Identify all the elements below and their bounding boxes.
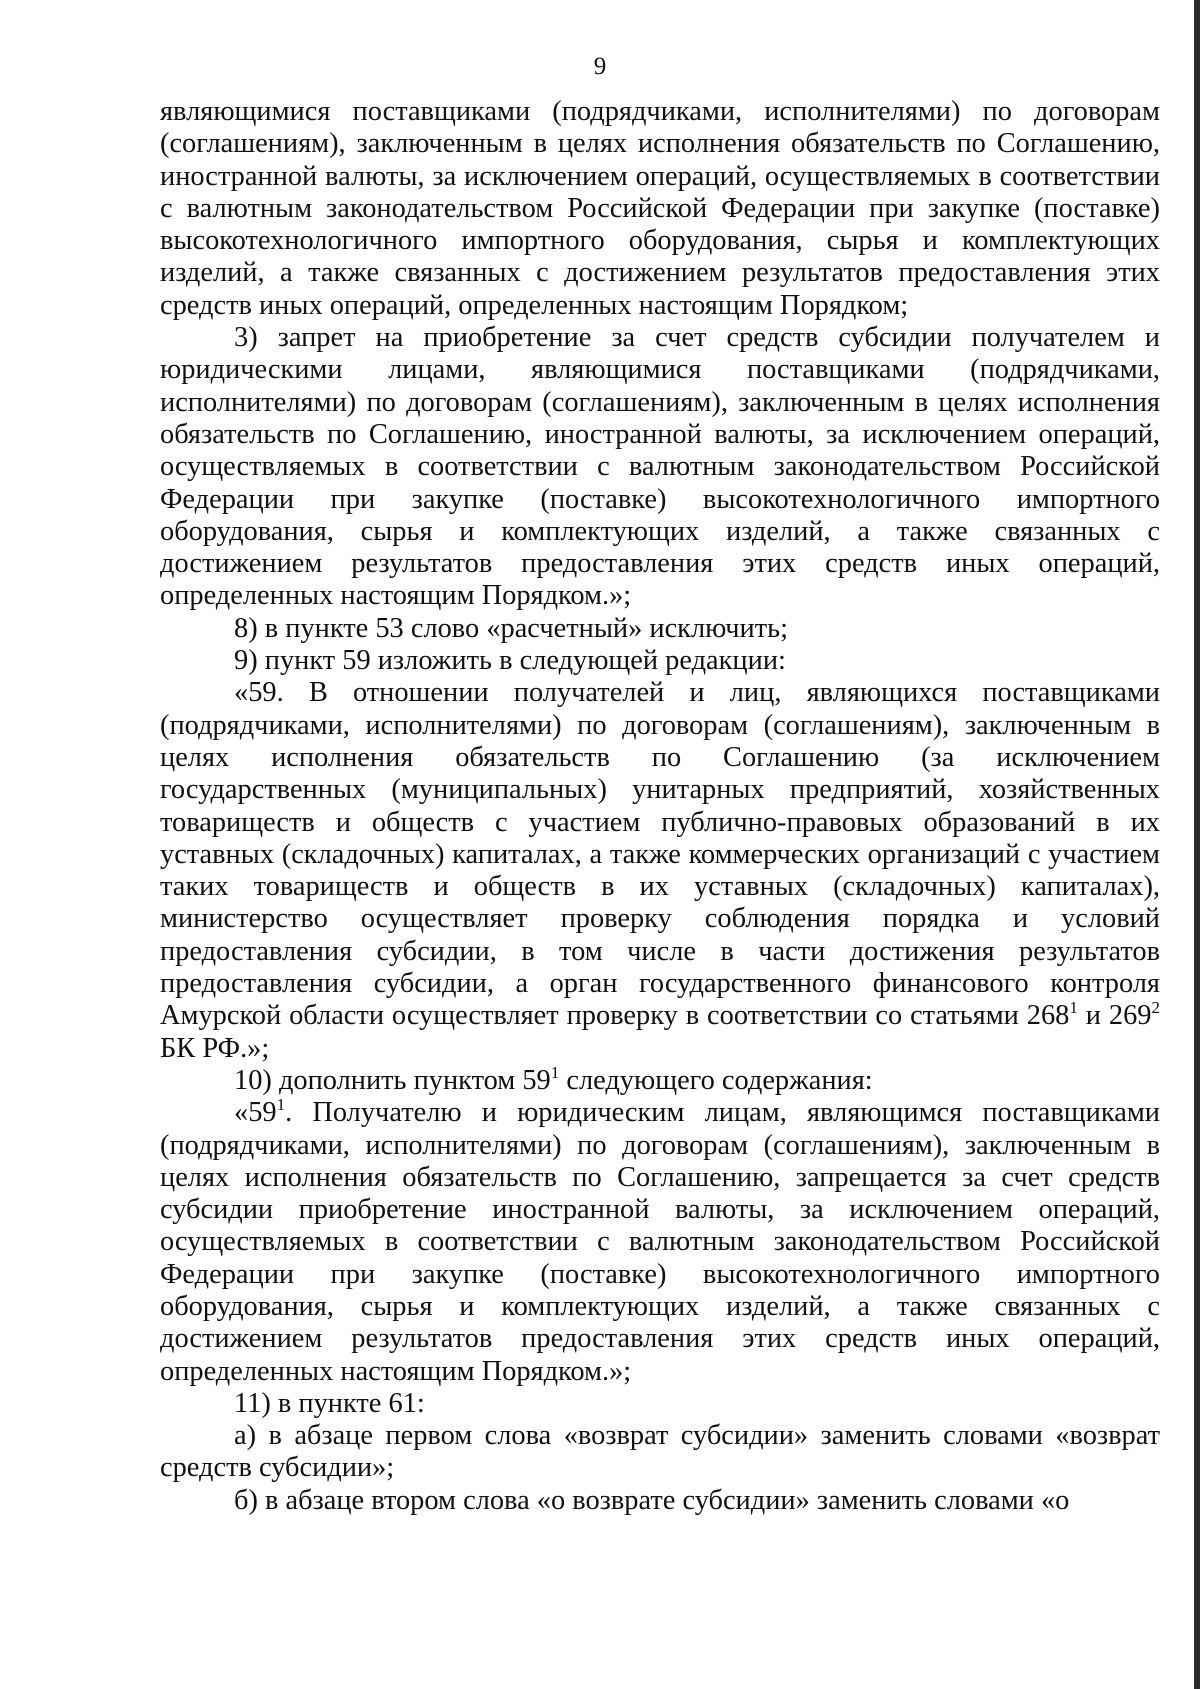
paragraph-clause-59 xyxy=(160,677,1160,1065)
item-10-text-a: 10) дополнить пунктом 59 xyxy=(234,1064,551,1096)
clause-59-text-c: БК РФ.»; xyxy=(160,1032,270,1064)
paragraph-item-10 xyxy=(160,1062,1160,1097)
superscript-marker: 1 xyxy=(1069,998,1078,1018)
clause-59-text-a: «59. В отношении получателей и лиц, являющихся поставщиками (подрядчиками, исполнителями) по договорам (соглашениям), заключенным в целях исполнения обязательств по Соглашению (за исключением государственных (муниципальных) унитарных предприятий, хозяйственных товариществ и обществ с участием публично-правовых образований в их уставных (складочных) капиталах, а также коммерческих организаций с участием таких товариществ и обществ в их уставных (складочных) капиталах), министерство осуществляет проверку соблюдения порядка и условий предоставления субсидии, в том числе в части достижения результатов предоставления субсидии, а орган государственного финансового контроля Амурской области осуществляет проверку в соответствии со статьями 268 xyxy=(160,677,1160,1032)
scan-edge xyxy=(1194,0,1200,1689)
paragraph-subitem-a: а) в абзаце первом слова «возврат субсидии» заменить словами «возврат средств субсидии»; xyxy=(160,1420,1160,1484)
clause-59-1-text-b: . Получателю и юридическим лицам, являющимся поставщиками (подрядчиками, исполнителями) по договорам (соглашениям), заключенным в целях исполнения обязательств по Соглашению, запрещается за счет средств субсидии приобретение иностранной валюты, за исключением операций, осуществляемых в соответствии с валютным законодательством Российской Федерации при закупке (поставке) высокотехнологичного импортного оборудования, сырья и комплектующих изделий, а также связанных с достижением результатов предоставления этих средств иных операций, определенных настоящим Порядком.»; xyxy=(160,1097,1160,1387)
clause-59-text-b: и 269 xyxy=(1077,1000,1152,1032)
paragraph-clause-59-1 xyxy=(160,1097,1160,1388)
page-number: 9 xyxy=(593,53,607,80)
document-body xyxy=(160,96,1160,1517)
paragraph-item-3: 3) запрет на приобретение за счет средств субсидии получателем и юридическими лицами, являющимися поставщиками (подрядчиками, исполнителями) по договорам (соглашениям), заключенным в целях исполнения обязательств по Соглашению, иностранной валюты, за исключением операций, осуществляемых в соответствии с валютным законодательством Российской Федерации при закупке (поставке) высокотехнологичного импортного оборудования, сырья и комплектующих изделий, а также связанных с достижением результатов предоставления этих средств иных операций, определенных настоящим Порядком.»; xyxy=(160,322,1160,612)
paragraph-subitem-b: б) в абзаце втором слова «о возврате субсидии» заменить словами «о xyxy=(234,1484,1070,1516)
superscript-marker: 2 xyxy=(1151,998,1160,1018)
clause-59-1-text-a: «59 xyxy=(234,1097,277,1129)
paragraph-item-8: 8) в пункте 53 слово «расчетный» исключить; xyxy=(234,612,788,644)
superscript-marker: 1 xyxy=(550,1062,560,1082)
paragraph-item-9: 9) пункт 59 изложить в следующей редакции: xyxy=(234,645,786,677)
paragraph-continuation: являющимися поставщиками (подрядчиками, исполнителями) по договорам (соглашениям), заключенным в целях исполнения обязательств по Соглашению, иностранной валюты, за исключением операций, осуществляемых в соответствии с валютным законодательством Российской Федерации при закупке (поставке) высокотехнологичного импортного оборудования, сырья и комплектующих изделий, а также связанных с достижением результатов предоставления этих средств иных операций, определенных настоящим Порядком; xyxy=(160,96,1160,321)
paragraph-item-11: 11) в пункте 61: xyxy=(234,1387,425,1419)
item-10-text-b: следующего содержания: xyxy=(559,1064,873,1096)
superscript-marker: 1 xyxy=(276,1095,286,1115)
